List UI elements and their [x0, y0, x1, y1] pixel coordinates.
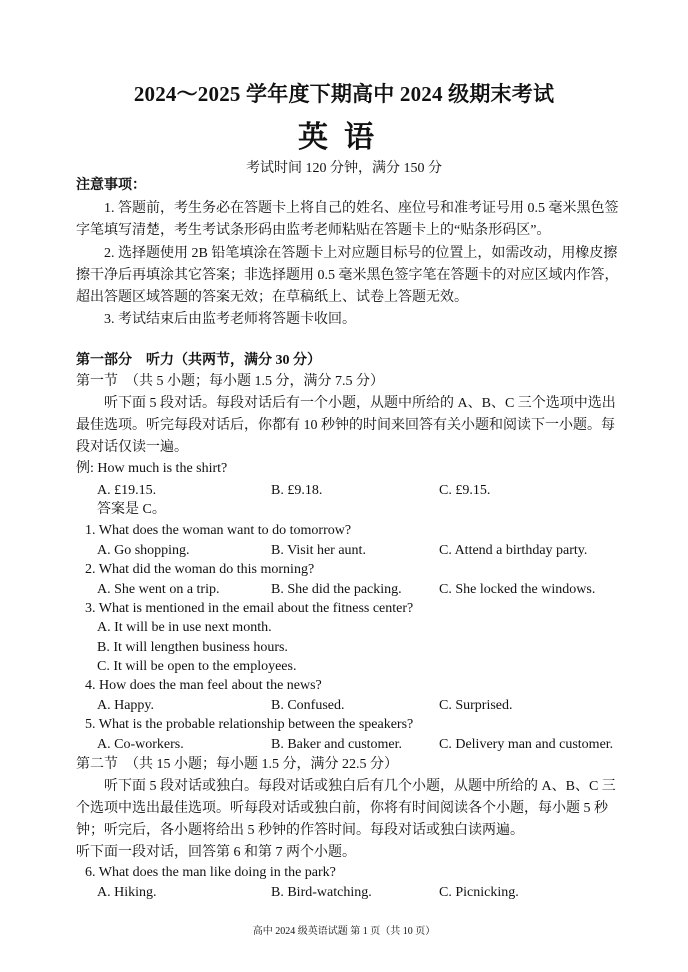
section1-instructions: 段对话仅读一遍。 [76, 440, 188, 455]
q1-option-b: B. Visit her aunt. [271, 543, 366, 558]
group-intro: 听下面一段对话，回答第 6 和第 7 两个小题。 [76, 845, 356, 860]
q6-option-c: C. Picnicking. [439, 885, 519, 900]
q6-option-b: B. Bird-watching. [271, 885, 372, 900]
section2-heading: 第二节 （共 15 小题；每小题 1.5 分，满分 22.5 分） [76, 757, 398, 772]
section2-instructions: 听下面 5 段对话或独白。每段对话或独白后有几个小题，从题中所给的 A、B、C 三 [104, 779, 616, 794]
q2-option-a: A. She went on a trip. [97, 582, 220, 597]
notice-heading: 注意事项： [76, 178, 146, 193]
section1-heading: 第一节 （共 5 小题；每小题 1.5 分，满分 7.5 分） [76, 374, 384, 389]
notice-line: 2. 选择题使用 2B 铅笔填涂在答题卡上对应题目标号的位置上，如需改动，用橡皮擦 [104, 246, 618, 261]
example-option-a: A. £19.15. [97, 483, 157, 498]
question-3: 3. What is mentioned in the email about the fitness center? [85, 601, 414, 616]
example-option-c: C. £9.15. [439, 483, 491, 498]
notice-line: 3. 考试结束后由监考老师将答题卡收回。 [104, 312, 356, 327]
question-2: 2. What did the woman do this morning? [85, 562, 315, 577]
exam-subject: 英语 [298, 120, 390, 155]
q3-option-a: A. It will be in use next month. [97, 620, 272, 635]
example-option-b: B. £9.18. [271, 483, 323, 498]
section1-instructions: 最佳选项。听完每段对话后，你都有 10 秒钟的时间来回答有关小题和阅读下一小题。每 [76, 418, 615, 433]
q5-option-b: B. Baker and customer. [271, 737, 403, 752]
q3-option-b: B. It will lengthen business hours. [97, 640, 288, 655]
example-answer: 答案是 C。 [97, 502, 166, 517]
q2-option-c: C. She locked the windows. [439, 582, 596, 597]
question-5: 5. What is the probable relationship between the speakers? [85, 717, 414, 732]
section1-instructions: 听下面 5 段对话。每段对话后有一个小题，从题中所给的 A、B、C 三个选项中选出 [104, 396, 616, 411]
exam-title: 2024～2025 学年度下期高中 2024 级期末考试 [133, 82, 555, 106]
page-footer: 高中 2024 级英语试题 第 1 页（共 10 页） [252, 926, 436, 937]
question-1: 1. What does the woman want to do tomorrow? [85, 523, 352, 538]
q1-option-c: C. Attend a birthday party. [439, 543, 588, 558]
notice-line: 擦干净后再填涂其它答案；非选择题用 0.5 毫米黑色签字笔在答题卡的对应区域内作答， [76, 268, 619, 283]
notice-line: 1. 答题前，考生务必在答题卡上将自己的姓名、座位号和准考证号用 0.5 毫米黑色签 [104, 201, 619, 216]
q4-option-a: A. Happy. [97, 698, 155, 713]
q1-option-a: A. Go shopping. [97, 543, 190, 558]
notice-line: 字笔填写清楚，考生考试条形码由监考老师粘贴在答题卡上的“贴条形码区”。 [76, 223, 551, 238]
question-4: 4. How does the man feel about the news? [85, 678, 322, 693]
example-question: 例: How much is the shirt? [76, 461, 228, 476]
question-6: 6. What does the man like doing in the park? [85, 865, 336, 880]
section2-instructions: 个选项中选出最佳选项。听每段对话或独白前，你将有时间阅读各个小题，每小题 5 秒 [76, 801, 608, 816]
q4-option-c: C. Surprised. [439, 698, 513, 713]
q2-option-b: B. She did the packing. [271, 582, 402, 597]
q5-option-a: A. Co-workers. [97, 737, 184, 752]
q5-option-c: C. Delivery man and customer. [439, 737, 614, 752]
section2-instructions: 钟；听完后，各小题将给出 5 秒钟的作答时间。每段对话或独白读两遍。 [76, 823, 524, 838]
exam-meta: 考试时间 120 分钟，满分 150 分 [246, 161, 442, 176]
part1-heading: 第一部分 听力（共两节，满分 30 分） [76, 353, 321, 368]
q4-option-b: B. Confused. [271, 698, 345, 713]
notice-line: 超出答题区域答题的答案无效；在草稿纸上、试卷上答题无效。 [76, 290, 468, 305]
q3-option-c: C. It will be open to the employees. [97, 659, 297, 674]
q6-option-a: A. Hiking. [97, 885, 157, 900]
